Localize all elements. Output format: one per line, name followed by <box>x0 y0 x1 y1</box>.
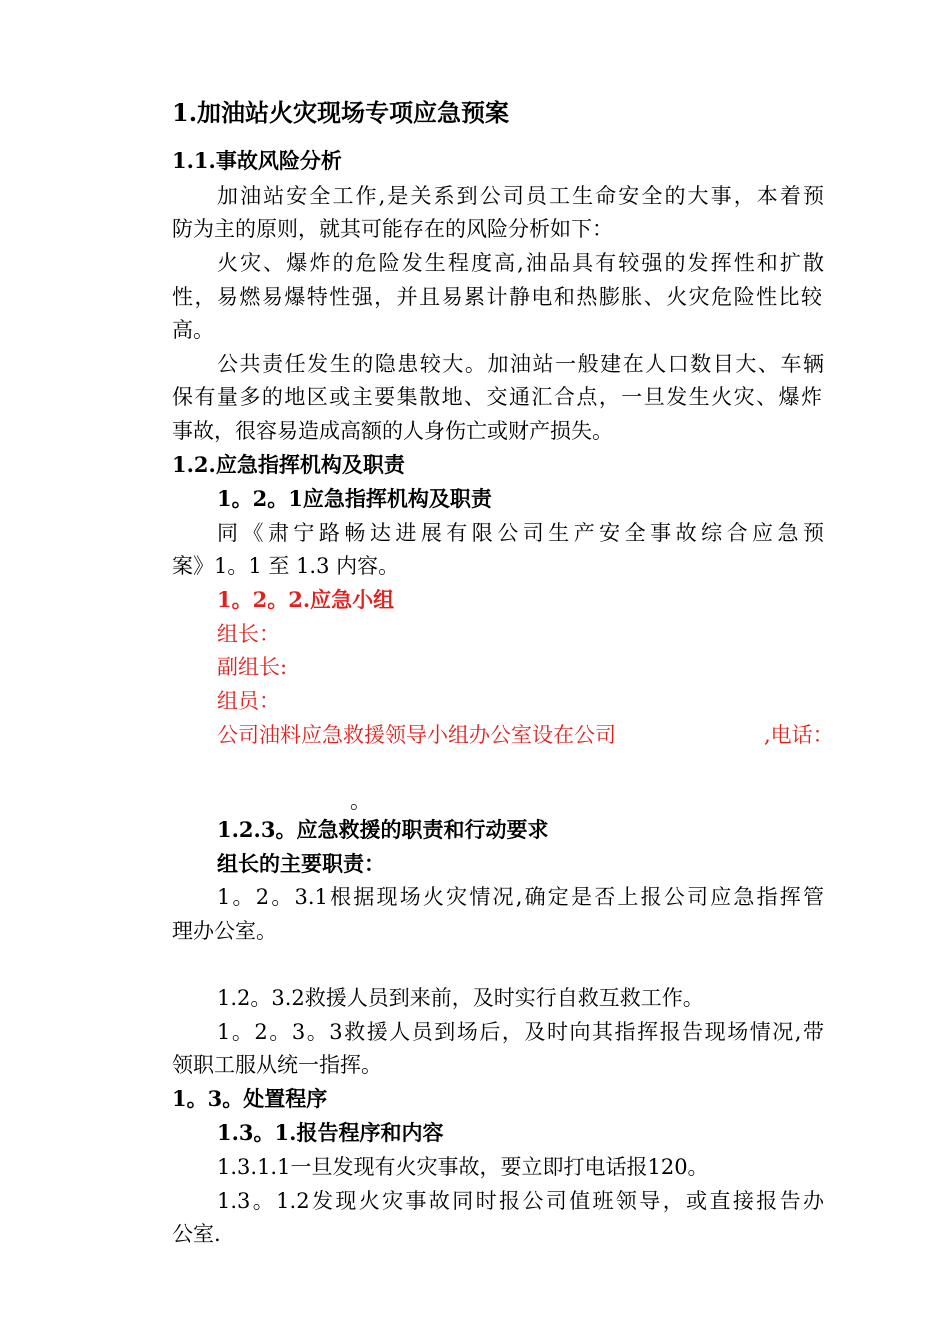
paragraph-line: 性，易燃易爆特性强，并且易累计静电和热膨胀、火灾危险性比较 <box>172 285 822 309</box>
section-1-3-1-heading: 1.3。1.报告程序和内容 <box>217 1120 444 1145</box>
section-1-2-1-heading: 1。2。1应急指挥机构及职责 <box>217 486 492 511</box>
paragraph-line: 1.3。1.2发现火灾事故同时报公司值班领导，或直接报告办 <box>217 1189 824 1213</box>
paragraph-line: 高。 <box>172 318 214 342</box>
paragraph-line: 事故，很容易造成高额的人身伤亡或财产损失。 <box>172 419 613 443</box>
paragraph-line: 防为主的原则，就其可能存在的风险分析如下： <box>172 217 613 241</box>
doc-title: 1.加油站火灾现场专项应急预案 <box>172 98 510 127</box>
leader-duty-heading: 组长的主要职责： <box>217 851 385 876</box>
paragraph-line: 加油站安全工作,是关系到公司员工生命安全的大事，本着预 <box>217 184 824 208</box>
section-1-1-heading: 1.1.事故风险分析 <box>172 148 342 173</box>
paragraph-line: 公室. <box>172 1222 221 1246</box>
paragraph-line: 1.2。3.2救援人员到来前，及时实行自救互救工作。 <box>217 986 704 1010</box>
deputy-leader-label: 副组长: <box>217 655 288 679</box>
paragraph-line: 火灾、爆炸的危险发生程度高,油品具有较强的发挥性和扩散 <box>217 251 824 275</box>
paragraph-line: 保有量多的地区或主要集散地、交通汇合点，一旦发生火灾、爆炸 <box>172 385 822 409</box>
paragraph-line: 理办公室。 <box>172 919 277 943</box>
paragraph-line: 1。2。3.1根据现场火灾情况,确定是否上报公司应急指挥管 <box>217 885 824 909</box>
section-1-2-heading: 1.2.应急指挥机构及职责 <box>172 452 405 477</box>
paragraph-line: 1.3.1.1一旦发现有火灾事故，要立即打电话报120。 <box>217 1155 709 1179</box>
paragraph-line: 公共责任发生的隐患较大。加油站一般建在人口数目大、车辆 <box>217 352 824 376</box>
paragraph-line: 领职工服从统一指挥。 <box>172 1053 382 1077</box>
office-phone-text: ,电话： <box>764 723 834 747</box>
section-1-3-heading: 1。3。处置程序 <box>172 1086 328 1111</box>
paragraph-line: 案》1。1 至 1.3 内容。 <box>172 554 400 578</box>
office-location-text: 公司油料应急救援领导小组办公室设在公司 <box>217 723 616 747</box>
paragraph-line: 1。2。3。3救援人员到场后，及时向其指挥报告现场情况,带 <box>217 1020 824 1044</box>
office-end-mark: 。 <box>350 789 371 813</box>
leader-label: 组长： <box>217 622 280 646</box>
paragraph-line: 同《肃宁路畅达进展有限公司生产安全事故综合应急预 <box>217 521 824 545</box>
section-1-2-2-heading: 1。2。2.应急小组 <box>217 587 395 612</box>
members-label: 组员： <box>217 689 280 713</box>
section-1-2-3-heading: 1.2.3。应急救援的职责和行动要求 <box>217 817 549 842</box>
